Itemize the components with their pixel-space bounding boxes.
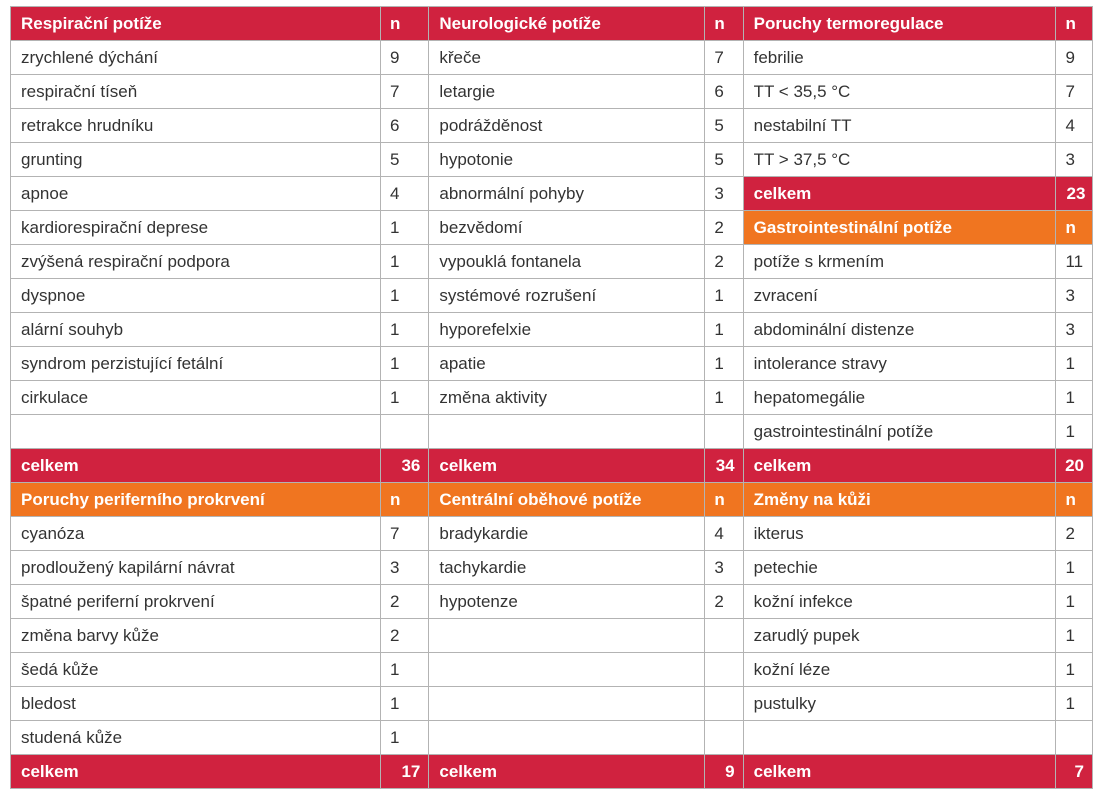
symptom-count: 1 <box>1056 585 1093 619</box>
section-header: Poruchy termoregulace <box>743 7 1056 41</box>
symptom-count: 1 <box>380 245 428 279</box>
symptom-label: potíže s krmením <box>743 245 1056 279</box>
symptom-label: petechie <box>743 551 1056 585</box>
symptom-count: 1 <box>380 653 428 687</box>
symptom-label: gastrointestinální potíže <box>743 415 1056 449</box>
symptom-label: bezvědomí <box>429 211 705 245</box>
symptom-label: alární souhyb <box>11 313 381 347</box>
section-n-header: n <box>380 7 428 41</box>
symptom-table <box>10 6 1093 789</box>
symptom-label: prodloužený kapilární návrat <box>11 551 381 585</box>
symptom-label: grunting <box>11 143 381 177</box>
symptom-label: zvracení <box>743 279 1056 313</box>
symptom-label: letargie <box>429 75 705 109</box>
symptom-count: 5 <box>705 109 743 143</box>
symptom-count: 2 <box>380 585 428 619</box>
symptom-label: šedá kůže <box>11 653 381 687</box>
table-row <box>11 585 1093 619</box>
symptom-label: studená kůže <box>11 721 381 755</box>
symptom-label: retrakce hrudníku <box>11 109 381 143</box>
symptom-label: abnormální pohyby <box>429 177 705 211</box>
total-value: 20 <box>1056 449 1093 483</box>
symptom-count: 3 <box>705 551 743 585</box>
symptom-count: 1 <box>1056 551 1093 585</box>
total-label: celkem <box>429 449 705 483</box>
symptom-count: 7 <box>705 41 743 75</box>
table-row <box>11 381 1093 415</box>
symptom-count: 5 <box>705 143 743 177</box>
symptom-count: 7 <box>380 75 428 109</box>
total-label: celkem <box>11 755 381 789</box>
total-value: 34 <box>705 449 743 483</box>
empty-cell <box>429 619 705 653</box>
symptom-count: 1 <box>705 279 743 313</box>
symptom-label: vypouklá fontanela <box>429 245 705 279</box>
symptom-label: cirkulace <box>11 381 381 415</box>
symptom-label: kožní infekce <box>743 585 1056 619</box>
symptom-label: pustulky <box>743 687 1056 721</box>
table-row <box>11 347 1093 381</box>
table-row <box>11 109 1093 143</box>
table-row <box>11 41 1093 75</box>
section-header: Změny na kůži <box>743 483 1056 517</box>
symptom-count: 1 <box>380 687 428 721</box>
symptom-count: 3 <box>1056 313 1093 347</box>
empty-cell <box>705 415 743 449</box>
symptom-count: 3 <box>705 177 743 211</box>
symptom-label: abdominální distenze <box>743 313 1056 347</box>
symptom-label: nestabilní TT <box>743 109 1056 143</box>
symptom-label: apnoe <box>11 177 381 211</box>
section-n-header: n <box>380 483 428 517</box>
symptom-label: respirační tíseň <box>11 75 381 109</box>
symptom-count: 2 <box>380 619 428 653</box>
table-row <box>11 211 1093 245</box>
symptom-count: 11 <box>1056 245 1093 279</box>
total-row <box>11 449 1093 483</box>
symptom-label: hypotenze <box>429 585 705 619</box>
section-n-header: n <box>1056 7 1093 41</box>
section-header: Neurologické potíže <box>429 7 705 41</box>
symptom-count: 4 <box>705 517 743 551</box>
empty-cell <box>1056 721 1093 755</box>
symptom-count: 1 <box>705 313 743 347</box>
empty-cell <box>705 721 743 755</box>
symptom-count: 1 <box>705 381 743 415</box>
total-value: 9 <box>705 755 743 789</box>
header-row <box>11 483 1093 517</box>
symptom-count: 2 <box>1056 517 1093 551</box>
symptom-count: 2 <box>705 211 743 245</box>
symptom-count: 1 <box>380 721 428 755</box>
section-header: Gastrointestinální potíže <box>743 211 1056 245</box>
total-value: 7 <box>1056 755 1093 789</box>
section-header: Centrální oběhové potíže <box>429 483 705 517</box>
section-n-header: n <box>1056 211 1093 245</box>
symptom-label: apatie <box>429 347 705 381</box>
symptom-label: křeče <box>429 41 705 75</box>
symptom-count: 1 <box>1056 653 1093 687</box>
total-row <box>11 755 1093 789</box>
empty-cell <box>429 687 705 721</box>
symptom-count: 9 <box>380 41 428 75</box>
symptom-label: TT > 37,5 °C <box>743 143 1056 177</box>
total-label: celkem <box>11 449 381 483</box>
section-n-header: n <box>705 7 743 41</box>
total-label: celkem <box>743 449 1056 483</box>
symptom-label: intolerance stravy <box>743 347 1056 381</box>
table-row <box>11 721 1093 755</box>
symptom-label: febrilie <box>743 41 1056 75</box>
symptom-count: 1 <box>380 313 428 347</box>
table-row <box>11 551 1093 585</box>
symptom-label: TT < 35,5 °C <box>743 75 1056 109</box>
empty-cell <box>705 687 743 721</box>
symptom-label: zrychlené dýchání <box>11 41 381 75</box>
total-value: 23 <box>1056 177 1093 211</box>
symptom-count: 5 <box>380 143 428 177</box>
empty-cell <box>429 415 705 449</box>
symptom-count: 1 <box>1056 619 1093 653</box>
symptom-label: syndrom perzistující fetální <box>11 347 381 381</box>
symptom-label: ikterus <box>743 517 1056 551</box>
symptom-count: 1 <box>1056 347 1093 381</box>
symptom-count: 1 <box>1056 381 1093 415</box>
section-n-header: n <box>1056 483 1093 517</box>
symptom-count: 1 <box>1056 687 1093 721</box>
empty-cell <box>705 653 743 687</box>
symptom-count: 3 <box>380 551 428 585</box>
table-row <box>11 279 1093 313</box>
section-n-header: n <box>705 483 743 517</box>
table-row <box>11 313 1093 347</box>
symptom-label: tachykardie <box>429 551 705 585</box>
symptom-label: špatné periferní prokrvení <box>11 585 381 619</box>
table-row <box>11 687 1093 721</box>
symptom-count: 1 <box>380 381 428 415</box>
symptom-label: hyporefelxie <box>429 313 705 347</box>
symptom-count: 4 <box>380 177 428 211</box>
symptom-count: 1 <box>705 347 743 381</box>
symptom-label: změna aktivity <box>429 381 705 415</box>
empty-cell <box>705 619 743 653</box>
symptom-label: podrážděnost <box>429 109 705 143</box>
symptom-count: 7 <box>380 517 428 551</box>
empty-cell <box>429 721 705 755</box>
symptom-count: 2 <box>705 585 743 619</box>
symptom-count: 2 <box>705 245 743 279</box>
header-row <box>11 7 1093 41</box>
empty-cell <box>429 653 705 687</box>
symptom-label: kožní léze <box>743 653 1056 687</box>
symptom-count: 7 <box>1056 75 1093 109</box>
symptom-count: 1 <box>380 211 428 245</box>
total-value: 36 <box>380 449 428 483</box>
symptom-count: 6 <box>380 109 428 143</box>
total-value: 17 <box>380 755 428 789</box>
symptom-label: hepatomegálie <box>743 381 1056 415</box>
symptom-count: 6 <box>705 75 743 109</box>
table-row <box>11 653 1093 687</box>
table-row <box>11 619 1093 653</box>
symptom-count: 3 <box>1056 143 1093 177</box>
total-label: celkem <box>743 755 1056 789</box>
symptom-label: kardiorespirační deprese <box>11 211 381 245</box>
total-label: celkem <box>743 177 1056 211</box>
symptom-label: cyanóza <box>11 517 381 551</box>
table-row <box>11 143 1093 177</box>
table-row <box>11 245 1093 279</box>
symptom-label: zvýšená respirační podpora <box>11 245 381 279</box>
table-row <box>11 415 1093 449</box>
table-row <box>11 517 1093 551</box>
symptom-count: 9 <box>1056 41 1093 75</box>
empty-cell <box>11 415 381 449</box>
symptom-label: bledost <box>11 687 381 721</box>
symptom-label: zarudlý pupek <box>743 619 1056 653</box>
total-label: celkem <box>429 755 705 789</box>
empty-cell <box>380 415 428 449</box>
section-header: Respirační potíže <box>11 7 381 41</box>
table-row <box>11 177 1093 211</box>
section-header: Poruchy periferního prokrvení <box>11 483 381 517</box>
symptom-label: bradykardie <box>429 517 705 551</box>
symptom-table-container <box>10 6 1093 789</box>
table-row <box>11 75 1093 109</box>
empty-cell <box>743 721 1056 755</box>
symptom-count: 3 <box>1056 279 1093 313</box>
symptom-label: dyspnoe <box>11 279 381 313</box>
symptom-count: 4 <box>1056 109 1093 143</box>
symptom-label: změna barvy kůže <box>11 619 381 653</box>
symptom-label: systémové rozrušení <box>429 279 705 313</box>
symptom-count: 1 <box>380 347 428 381</box>
symptom-count: 1 <box>380 279 428 313</box>
symptom-count: 1 <box>1056 415 1093 449</box>
symptom-label: hypotonie <box>429 143 705 177</box>
